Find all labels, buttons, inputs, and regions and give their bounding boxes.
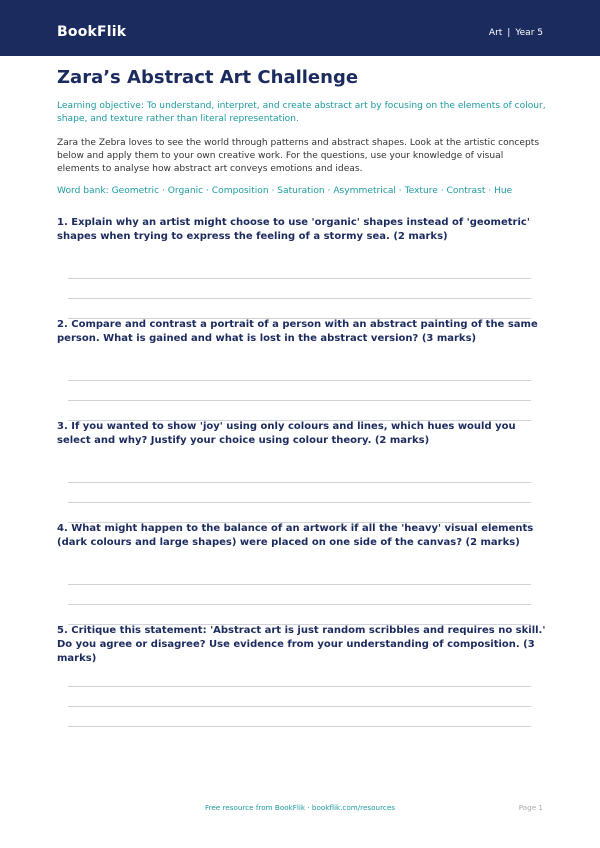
question-4: 4. What might happen to the balance of an artwork if all the 'heavy' visual elements (dark colours and large shapes) were placed on one side of the canvas? (2 marks) [57, 523, 534, 548]
question-3: 3. If you wanted to show 'joy' using only colours and lines, which hues would you select and why? Justify your choice using colour theory. (2 marks) [57, 421, 516, 446]
year-label: Year 5 [515, 28, 543, 38]
answer-line[interactable] [68, 726, 531, 727]
footer-link[interactable]: Free resource from BookFlik · bookflik.com/resources [204, 803, 396, 812]
brand-logo[interactable]: BookFlik [57, 24, 127, 40]
answer-line[interactable] [68, 706, 531, 707]
breadcrumb-separator: | [507, 28, 511, 38]
question-5: 5. Critique this statement: 'Abstract art is just random scribbles and requires no skill.' Do you agree or disagree? Use evidence from your understanding of composition. (3 marks) [57, 625, 546, 664]
learning-objective: Learning objective: To understand, interpret, and create abstract art by focusing on the elements of colour, shape, and texture rather than literal representation. [57, 101, 546, 124]
word-bank: Word bank: Geometric · Organic · Composition · Saturation · Asymmetrical · Texture · Contrast · Hue [57, 186, 513, 196]
answer-line[interactable] [68, 278, 531, 279]
page-title: Zara’s Abstract Art Challenge [57, 67, 359, 88]
answer-line[interactable] [68, 298, 531, 299]
answer-line[interactable] [68, 482, 531, 483]
page-number: Page 1 [518, 803, 543, 812]
answer-line[interactable] [68, 584, 531, 585]
header-bar [0, 0, 600, 56]
question-2: 2. Compare and contrast a portrait of a person with an abstract painting of the same person. What is gained and what is lost in the abstract version? (3 marks) [57, 319, 538, 344]
answer-line[interactable] [68, 400, 531, 401]
intro-paragraph: Zara the Zebra loves to see the world through patterns and abstract shapes. Look at the artistic concepts below and apply them to your own creative work. For the questions, use your knowledge of visual elements to analyse how abstract art conveys emotions and ideas. [57, 138, 540, 174]
answer-line[interactable] [68, 380, 531, 381]
question-1: 1. Explain why an artist might choose to use 'organic' shapes instead of 'geometric' shapes when trying to express the feeling of a stormy sea. (2 marks) [57, 217, 530, 242]
answer-line[interactable] [68, 502, 531, 503]
subject-breadcrumb [489, 28, 543, 38]
answer-line[interactable] [68, 686, 531, 687]
answer-line[interactable] [68, 604, 531, 605]
subject-label: Art [488, 28, 503, 38]
